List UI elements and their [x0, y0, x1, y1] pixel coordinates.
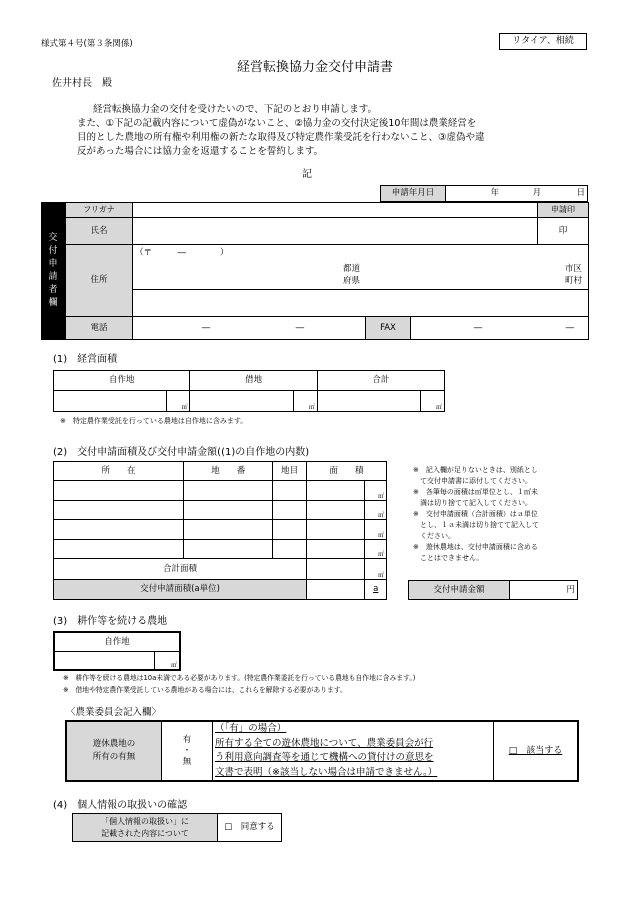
area-cell[interactable]	[307, 481, 365, 500]
intro-line-2: また、①下記の記載内容について虚偽がないこと、②協力金の交付決定後10年間は農業経営を	[77, 118, 477, 129]
yes-label: 有	[182, 734, 192, 745]
note-line-8: ※ 遊休農地は、交付申請面積に含める	[413, 543, 538, 551]
lot-number-cell[interactable]	[184, 481, 273, 500]
grant-area-input[interactable]	[307, 579, 365, 599]
location-cell[interactable]	[54, 520, 184, 539]
section-3-note-2: ※ 借地や特定農作業受託している農地がある場合には、これらを解除する必要があります。	[63, 686, 347, 694]
name-input[interactable]	[133, 217, 538, 244]
todo-label: 都道	[343, 264, 361, 275]
intro-line-4: 反があった場合には協力金を返還することを誓約します。	[77, 146, 324, 157]
no-label: 無	[182, 756, 192, 767]
grant-amount-table	[408, 580, 578, 600]
land-category-header: 地目	[273, 462, 307, 481]
own-land-unit: ㎡	[166, 391, 190, 412]
form-number: 様式第４号(第３条関係)	[41, 39, 133, 49]
grant-area-label: 交付申請面積(a単位)	[54, 579, 307, 599]
ki-label: 記	[302, 169, 312, 180]
area-cell[interactable]	[307, 500, 365, 519]
phone-input[interactable]	[133, 316, 366, 339]
location-header: 所 在	[54, 462, 184, 481]
grant-area-unit: a	[365, 579, 387, 599]
area-unit: ㎡	[365, 520, 387, 539]
date-field[interactable]	[446, 186, 588, 202]
leased-land-unit: ㎡	[294, 391, 318, 412]
location-cell[interactable]	[54, 539, 184, 558]
area-unit: ㎡	[365, 539, 387, 558]
own-land-input[interactable]	[54, 391, 167, 412]
total-area-label: 合計面積	[54, 559, 307, 579]
privacy-label	[73, 814, 218, 842]
lot-number-cell[interactable]	[184, 539, 273, 558]
date-label: 申請年月日	[381, 186, 446, 202]
category-tag: リタイア、相続	[499, 33, 587, 50]
year-label: 年	[490, 188, 500, 199]
committee-statement	[213, 721, 494, 781]
chouson-label: 町村	[564, 276, 582, 287]
lot-number-header: 地 番	[184, 462, 273, 481]
total-area-input[interactable]	[307, 559, 365, 579]
total-input[interactable]	[317, 391, 421, 412]
side-char-1: 交	[48, 233, 58, 243]
area-header: 面 積	[307, 462, 387, 481]
furigana-label: フリガナ	[66, 203, 133, 218]
land-category-cell[interactable]	[273, 520, 307, 539]
privacy-consent-table	[72, 813, 282, 842]
prefecture-city-input[interactable]	[133, 261, 589, 289]
applicant-table	[65, 202, 589, 340]
consent-checkbox[interactable]: □ 同意する	[218, 814, 282, 842]
postal-label: （〒 ― ）	[135, 247, 229, 258]
management-area-table	[53, 370, 445, 412]
seal-label: 申請印	[538, 203, 589, 218]
area-unit: ㎡	[365, 481, 387, 500]
table-row	[54, 481, 387, 500]
grant-area-table	[53, 461, 387, 600]
fax-dash-1: ―	[473, 322, 483, 333]
land-category-cell[interactable]	[273, 539, 307, 558]
continuing-own-land-unit: ㎡	[155, 651, 181, 670]
area-cell[interactable]	[307, 539, 365, 558]
dot-separator: ・	[182, 745, 192, 756]
shiku-label: 市区	[564, 264, 582, 275]
phone-dash-2: ―	[295, 322, 305, 333]
section-3-title: (3) 耕作等を続ける農地	[53, 616, 168, 627]
leased-land-input[interactable]	[190, 391, 294, 412]
committee-table	[65, 720, 579, 782]
application-date-table	[380, 185, 588, 202]
note-line-3: ※ 各筆毎の面積は㎡単位とし、１㎡未	[413, 488, 538, 496]
note-line-9: ことはできません。	[413, 554, 484, 562]
idle-farmland-label	[66, 721, 162, 781]
side-char-4: 請	[48, 272, 58, 282]
area-cell[interactable]	[307, 520, 365, 539]
privacy-label-line-2: 記載された内容について	[101, 828, 189, 838]
statement-line-2: 所有する全ての遊休農地について、農業委員会が行	[215, 737, 434, 749]
name-label: 氏名	[66, 217, 133, 244]
land-category-cell[interactable]	[273, 481, 307, 500]
location-cell[interactable]	[54, 500, 184, 519]
leased-land-header: 借地	[190, 371, 317, 391]
phone-dash-1: ―	[201, 322, 211, 333]
yes-no-cell[interactable]	[162, 721, 213, 781]
own-land-header: 自作地	[54, 371, 190, 391]
section-2-notes	[413, 465, 583, 564]
note-line-4: 満は切り捨てて記入してください。	[413, 499, 532, 507]
month-label: 月	[532, 188, 542, 199]
street-address-input[interactable]	[133, 289, 589, 316]
table-row	[54, 500, 387, 519]
table-row	[54, 520, 387, 539]
continuing-own-land-header: 自作地	[54, 632, 180, 651]
note-line-6: とし、１ａ未満は切り捨てて記入して	[413, 521, 539, 529]
table-row	[54, 539, 387, 558]
total-unit: ㎡	[421, 391, 445, 412]
side-char-2: 付	[48, 246, 58, 256]
fax-input[interactable]	[411, 316, 589, 339]
continuing-farmland-table	[53, 631, 181, 671]
lot-number-cell[interactable]	[184, 500, 273, 519]
applicant-side-label	[41, 202, 65, 340]
side-char-6: 欄	[48, 298, 58, 308]
intro-line-3: 目的とした農地の所有権や利用権の新たな取得及び特定農作業受託を行わないこと、③虚偽や違	[77, 132, 485, 143]
area-unit: ㎡	[365, 500, 387, 519]
addressee: 佐井村長 殿	[52, 78, 112, 89]
furigana-input[interactable]	[133, 203, 538, 218]
grant-amount-label: 交付申請金額	[409, 581, 510, 600]
idle-label-line-2: 所有の有無	[92, 752, 136, 762]
statement-line-3: う利用意向調査等を通じて機構への貸付けの意思を	[215, 752, 434, 763]
grant-amount-input[interactable]	[510, 581, 578, 600]
section-4-title: (4) 個人情報の取扱いの確認	[53, 800, 188, 811]
section-1-note: ※ 特定農作業受託を行っている農地は自作地に含みます。	[60, 417, 248, 425]
fuken-label: 府県	[343, 276, 361, 287]
side-char-3: 申	[48, 259, 58, 269]
statement-line-1: （「有」の場合）	[215, 723, 287, 734]
fax-label: FAX	[366, 316, 411, 339]
fax-dash-2: ―	[565, 322, 575, 333]
page-title: 経営転換協力金交付申請書	[236, 60, 393, 75]
note-line-7: ください。	[413, 532, 455, 540]
note-line-5: ※ 交付申請面積（合計面積）はａ単位	[413, 510, 538, 518]
note-line-2: て交付申請書に添付してください。	[413, 477, 532, 485]
total-header: 合計	[317, 371, 444, 391]
continuing-own-land-input[interactable]	[54, 651, 155, 670]
section-2-title: (2) 交付申請面積及び交付申請金額((1)の自作地の内数)	[53, 447, 310, 458]
seal-mark: 印	[538, 217, 589, 244]
total-area-unit: ㎡	[365, 559, 387, 579]
day-label: 日	[576, 188, 585, 199]
address-label: 住所	[66, 244, 133, 316]
phone-label: 電話	[66, 316, 133, 339]
privacy-label-line-1: 「個人情報の取扱い」に	[101, 816, 189, 826]
location-cell[interactable]	[54, 481, 184, 500]
side-char-5: 者	[48, 285, 58, 295]
applicable-checkbox[interactable]: □ 該当する	[494, 721, 579, 781]
committee-title: 〈農業委員会記入欄〉	[66, 707, 162, 718]
section-3-note-1: ※ 耕作等を続ける農地は10a未満である必要があります。(特定農作業委託を行っている農地も自作地に含みます。)	[63, 674, 416, 682]
yen-label: 円	[566, 584, 575, 595]
land-category-cell[interactable]	[273, 500, 307, 519]
postal-code-input[interactable]	[133, 244, 589, 261]
intro-line-1: 経営転換協力金の交付を受けたいので、下記のとおり申請します。	[93, 104, 378, 115]
statement-line-4: 文書で表明（※該当しない場合は申請できません。）	[215, 766, 438, 778]
lot-number-cell[interactable]	[184, 520, 273, 539]
idle-label-line-1: 遊休農地の	[92, 739, 136, 749]
note-line-1: ※ 記入欄が足りないときは、別紙とし	[413, 466, 538, 474]
section-1-title: (1) 経営面積	[53, 354, 118, 365]
